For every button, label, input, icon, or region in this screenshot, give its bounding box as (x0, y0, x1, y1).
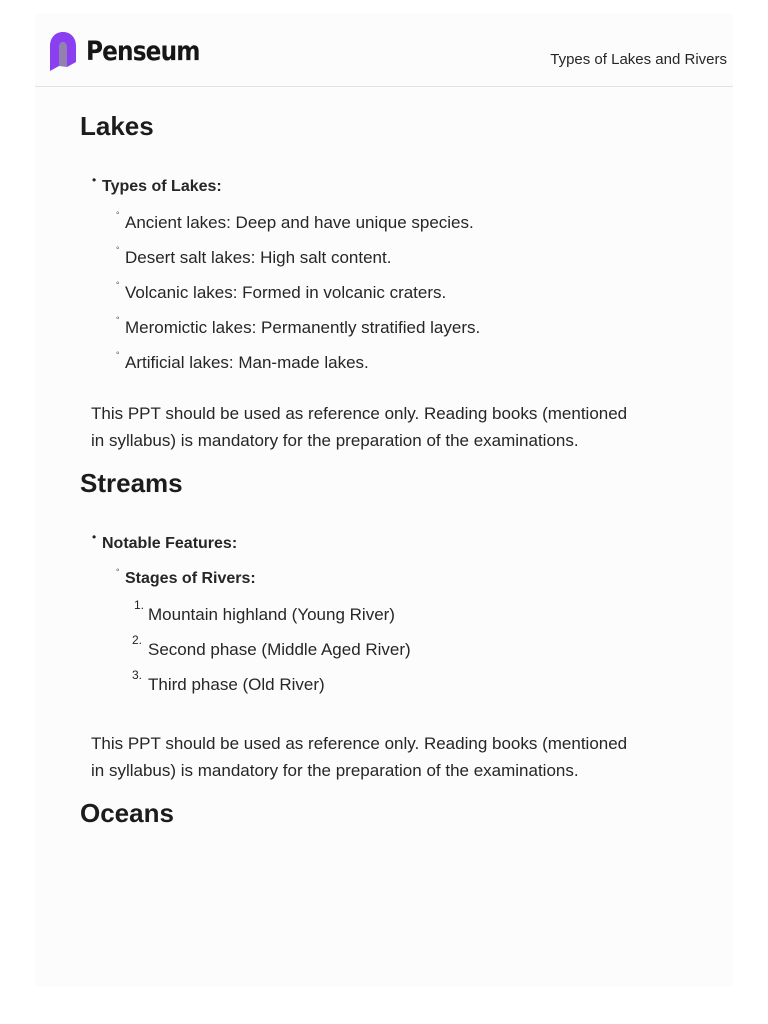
sub-bullet-marker: ◦ (116, 348, 120, 359)
reference-note-line: in syllabus) is mandatory for the preparation of the examinations. (91, 761, 579, 780)
river-stage-item: Mountain highland (Young River) (148, 605, 395, 624)
reference-note-line: This PPT should be used as reference only. Reading books (mentioned (91, 734, 628, 753)
ordered-number: 3. (132, 668, 143, 682)
bullet-marker: • (92, 530, 97, 544)
header-bar (35, 14, 733, 87)
ordered-number: 2. (132, 633, 143, 647)
river-stage-item: Third phase (Old River) (148, 675, 325, 694)
lake-type-item: Meromictic lakes: Permanently stratified layers. (125, 318, 481, 337)
sub-bullet-marker: ◦ (116, 243, 120, 254)
lake-type-item: Desert salt lakes: High salt content. (125, 248, 392, 267)
document-title: Types of Lakes and Rivers (550, 51, 727, 68)
sub-label-stages-of-rivers: Stages of Rivers: (125, 570, 256, 587)
sub-bullet-marker: ◦ (116, 208, 120, 219)
document-page (35, 14, 733, 986)
section-heading-lakes: Lakes (80, 111, 154, 141)
reference-note-line: This PPT should be used as reference only. Reading books (mentioned (91, 404, 628, 423)
lake-type-item: Volcanic lakes: Formed in volcanic craters. (125, 283, 447, 302)
brand-logo[interactable] (48, 32, 218, 72)
reference-note-line: in syllabus) is mandatory for the preparation of the examinations. (91, 431, 579, 450)
lake-type-item: Ancient lakes: Deep and have unique species. (125, 213, 474, 232)
sub-bullet-marker: ◦ (116, 565, 120, 576)
reference-note (91, 400, 691, 454)
brand-name: Penseum (86, 36, 200, 67)
river-stage-item: Second phase (Middle Aged River) (148, 640, 411, 659)
penseum-logo-icon (48, 32, 78, 72)
lake-type-item: Artificial lakes: Man-made lakes. (125, 353, 369, 372)
section-heading-oceans: Oceans (80, 798, 174, 828)
reference-note (91, 730, 691, 784)
group-label-notable-features: Notable Features: (102, 535, 238, 552)
sub-bullet-marker: ◦ (116, 278, 120, 289)
sub-bullet-marker: ◦ (116, 313, 120, 324)
group-label-types-of-lakes: Types of Lakes: (102, 178, 222, 195)
section-heading-streams: Streams (80, 468, 183, 498)
bullet-marker: • (92, 173, 97, 187)
ordered-number: 1. (134, 598, 145, 612)
